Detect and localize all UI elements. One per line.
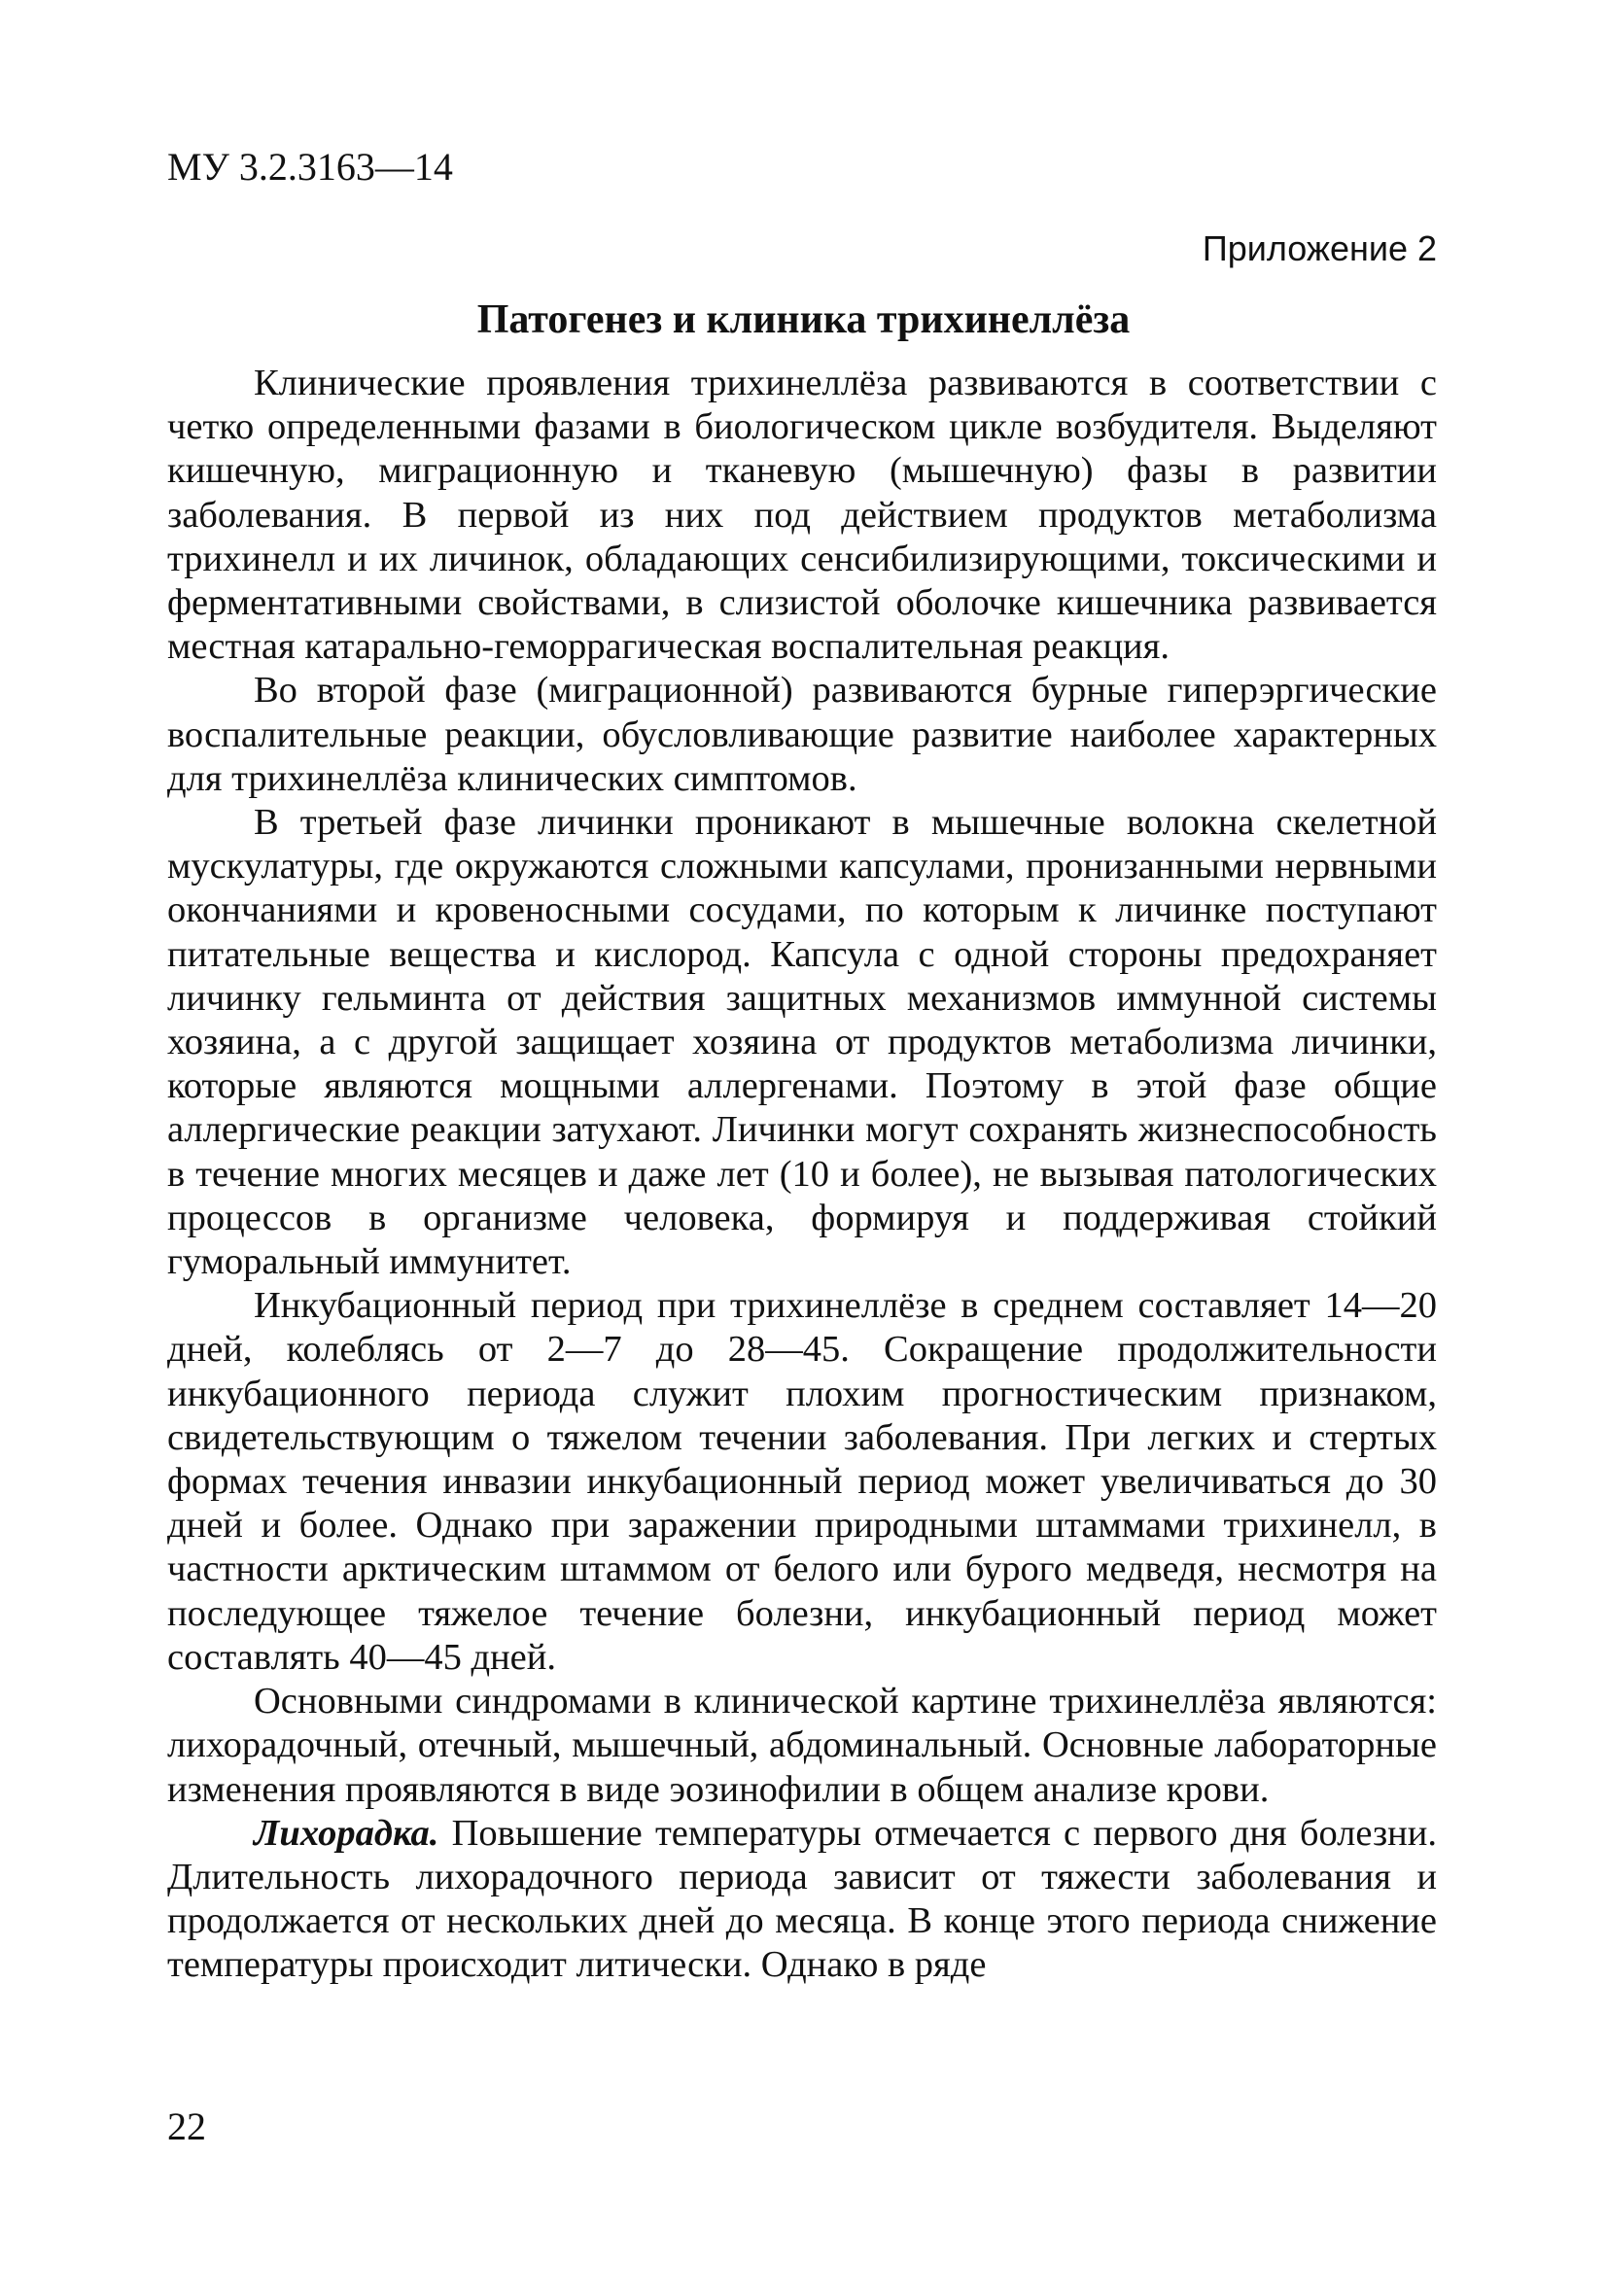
page-number: 22 [167, 2105, 206, 2148]
paragraph-tissue-phase: В третьей фазе личинки проникают в мышечные волокна скелетной мускулатуры, где окружаются сложными капсулами, пронизанными нервными окончаниями и кровеносными сосудами, по которым к личинке поступают питательные вещества и кислород. Капсула с одной стороны предохраняет личинку гельминта от действия защитных механизмов иммунной системы хозяина, а с другой защищает хозяина от продуктов метаболизма личинки, которые являются мощными аллергенами. Поэтому в этой фазе общие аллергические реакции затухают. Личинки могут сохранять жизнеспособность в течение многих месяцев и даже лет (10 и более), не вызывая патологических процессов в организме человека, формируя и поддерживая стойкий гуморальный иммунитет. [167, 802, 1437, 1283]
paragraph-phases: Клинические проявления трихинеллёза развиваются в соответствии с четко определенными фазами в биологическом цикле возбудителя. Выделяют кишечную, миграционную и тканевую (мышечную) фазы в развитии заболевания. В первой из них под действием продуктов метаболизма трихинелл и их личинок, обладающих сенсибилизирующими, токсическими и ферментативными свойствами, в слизистой оболочке кишечника развивается местная катарально-геморрагическая воспалительная реакция. [167, 363, 1437, 668]
paragraph-migration: Во второй фазе (миграционной) развиваются бурные гиперэргические воспалительные реакции, обусловливающие развитие наиболее характерных для трихинеллёза клинических симптомов. [167, 670, 1437, 799]
fever-text: Повышение температуры отмечается с первого дня болезни. Длительность лихорадочного периода зависит от тяжести заболевания и продолжается от нескольких дней до месяца. В конце этого периода снижение температуры происходит литически. Однако в ряде [167, 1812, 1437, 1986]
paragraph-incubation: Инкубационный период при трихинеллёзе в среднем составляет 14—20 дней, колеблясь от 2—7 до 28—45. Сокращение продолжительности инкубационного периода служит плохим прогностическим признаком, свидетельствующим о тяжелом течении заболевания. При легких и стертых формах течения инвазии инкубационный период может увеличиваться до 30 дней и более. Однако при заражении природными штаммами трихинелл, в частности арктическим штаммом от белого или бурого медведя, несмотря на последующее тяжелое течение болезни, инкубационный период может составлять 40—45 дней. [167, 1285, 1437, 1678]
appendix-label: Приложение 2 [1202, 228, 1437, 268]
paragraph-syndromes: Основными синдромами в клинической картине трихинеллёза являются: лихорадочный, отечный, мышечный, абдоминальный. Основные лабораторные изменения проявляются в виде эозинофилии в общем анализе крови. [167, 1681, 1437, 1810]
section-title: Патогенез и клиника трихинеллёза [476, 297, 1131, 342]
paragraph-fever [167, 1812, 1437, 1988]
fever-lead: Лихорадка. [254, 1812, 439, 1854]
document-code: МУ 3.2.3163—14 [167, 145, 453, 189]
body-text [167, 362, 1437, 1988]
